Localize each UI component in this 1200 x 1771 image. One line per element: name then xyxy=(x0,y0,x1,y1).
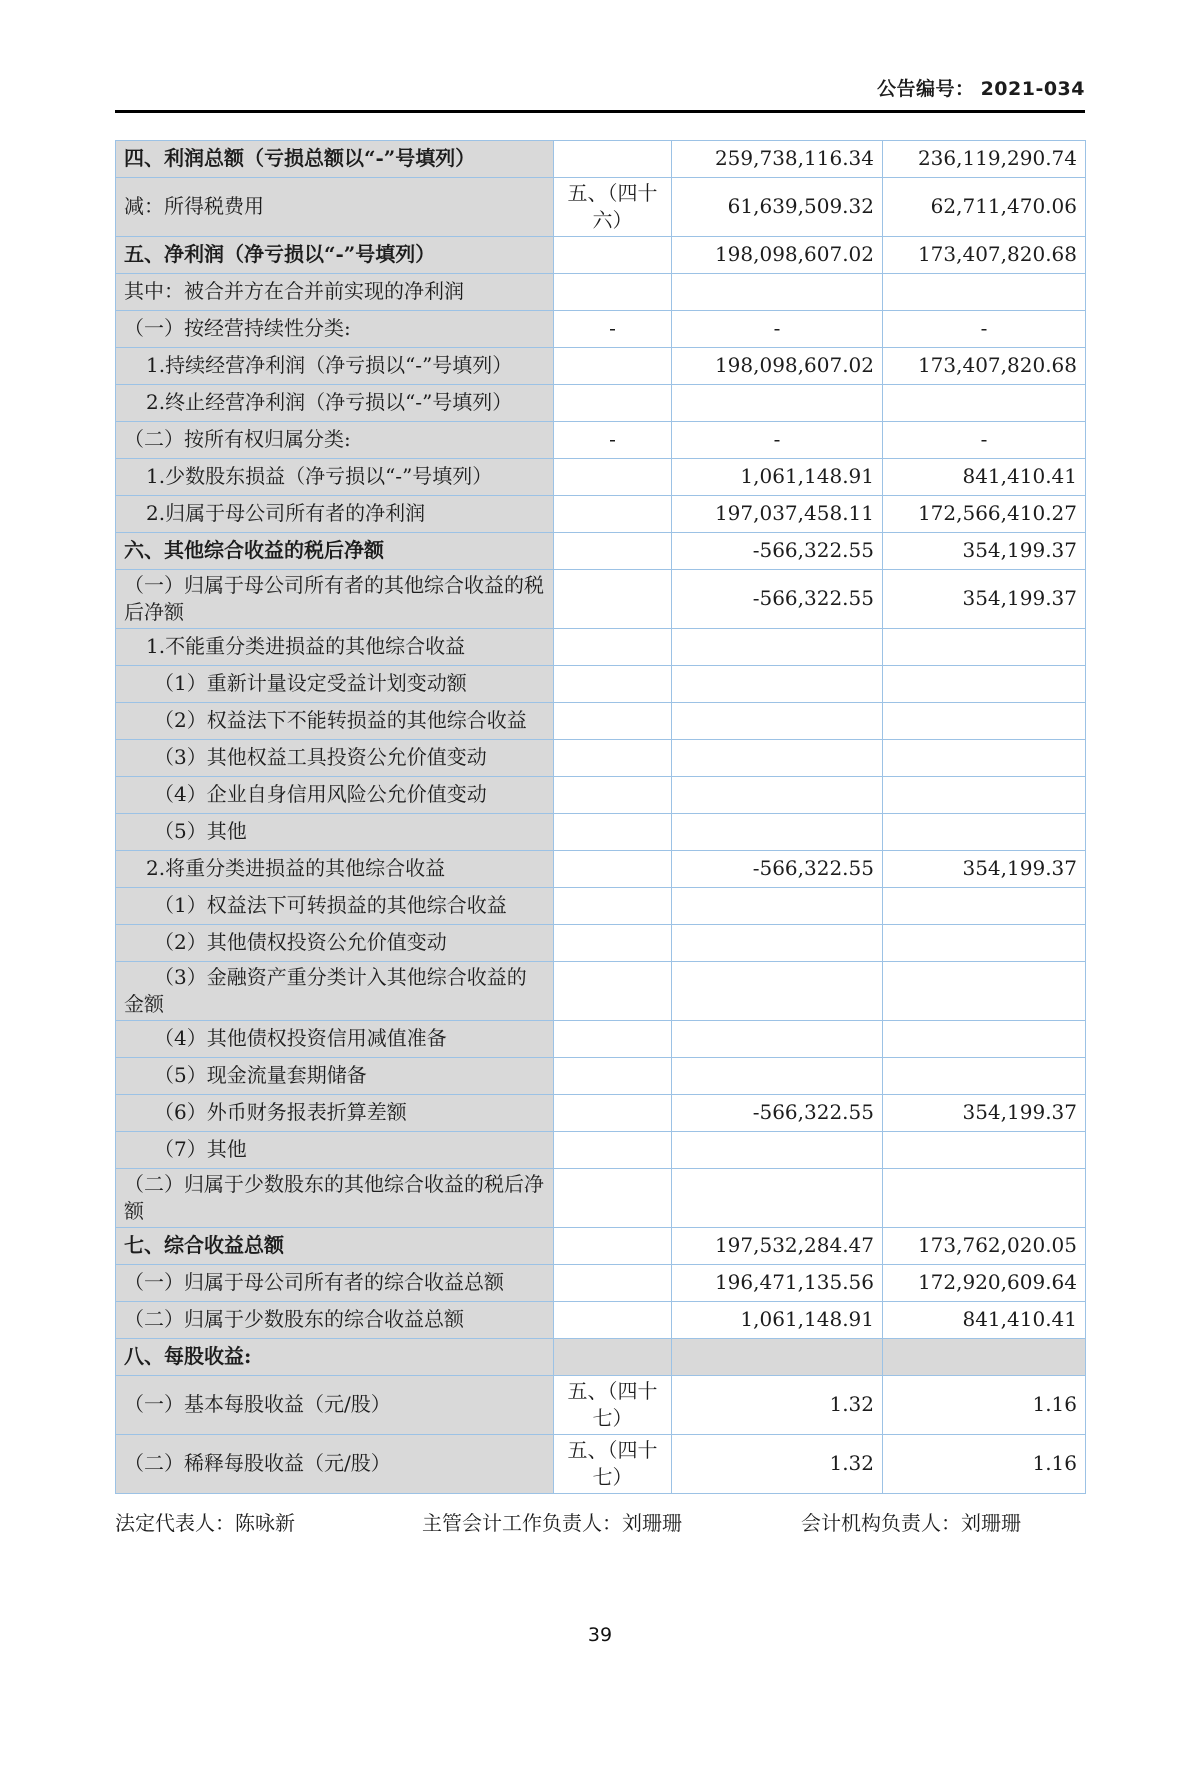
prior-period-cell xyxy=(883,1020,1086,1057)
item-cell: （一）基本每股收益（元/股） xyxy=(116,1375,554,1434)
item-cell: （2）其他债权投资公允价值变动 xyxy=(116,924,554,961)
item-cell: 1.持续经营净利润（净亏损以“-”号填列） xyxy=(116,347,554,384)
table-row xyxy=(116,702,1086,739)
table-row xyxy=(116,1020,1086,1057)
current-period-cell xyxy=(672,1020,883,1057)
prior-period-cell: 173,407,820.68 xyxy=(883,236,1086,273)
note-cell xyxy=(554,1020,672,1057)
item-cell: （3）金融资产重分类计入其他综合收益的金额 xyxy=(116,961,554,1020)
prior-period-cell: 354,199.37 xyxy=(883,850,1086,887)
table-row xyxy=(116,347,1086,384)
item-cell: 2.终止经营净利润（净亏损以“-”号填列） xyxy=(116,384,554,421)
prior-period-cell: 1.16 xyxy=(883,1375,1086,1434)
table-row xyxy=(116,1168,1086,1227)
prior-period-cell xyxy=(883,665,1086,702)
current-period-cell: -566,322.55 xyxy=(672,850,883,887)
table-row xyxy=(116,887,1086,924)
prior-period-cell xyxy=(883,739,1086,776)
item-cell: 七、综合收益总额 xyxy=(116,1227,554,1264)
item-cell: （2）权益法下不能转损益的其他综合收益 xyxy=(116,702,554,739)
item-cell: （二）归属于少数股东的其他综合收益的税后净额 xyxy=(116,1168,554,1227)
current-period-cell xyxy=(672,1057,883,1094)
accounting-department-head: 会计机构负责人：刘珊珊 xyxy=(801,1510,1021,1535)
legal-representative: 法定代表人：陈咏新 xyxy=(115,1510,295,1535)
note-cell xyxy=(554,1338,672,1375)
current-period-cell xyxy=(672,1131,883,1168)
current-period-cell: 197,532,284.47 xyxy=(672,1227,883,1264)
table-row xyxy=(116,1434,1086,1493)
note-cell xyxy=(554,1168,672,1227)
current-period-cell: 198,098,607.02 xyxy=(672,236,883,273)
prior-period-cell xyxy=(883,887,1086,924)
current-period-cell xyxy=(672,384,883,421)
note-cell xyxy=(554,1264,672,1301)
current-period-cell xyxy=(672,273,883,310)
table-row xyxy=(116,569,1086,628)
prior-period-cell: 173,407,820.68 xyxy=(883,347,1086,384)
current-period-cell: 1.32 xyxy=(672,1375,883,1434)
prior-period-cell xyxy=(883,273,1086,310)
prior-period-cell xyxy=(883,924,1086,961)
prior-period-cell xyxy=(883,1057,1086,1094)
prior-period-cell xyxy=(883,1168,1086,1227)
current-period-cell xyxy=(672,776,883,813)
prior-period-cell xyxy=(883,702,1086,739)
item-cell: （一）按经营持续性分类: xyxy=(116,310,554,347)
note-cell xyxy=(554,961,672,1020)
prior-period-cell: 354,199.37 xyxy=(883,569,1086,628)
item-cell: （4）其他债权投资信用减值准备 xyxy=(116,1020,554,1057)
note-cell xyxy=(554,1131,672,1168)
item-cell: （一）归属于母公司所有者的其他综合收益的税后净额 xyxy=(116,569,554,628)
current-period-cell: -566,322.55 xyxy=(672,1094,883,1131)
current-period-cell xyxy=(672,924,883,961)
table-row xyxy=(116,458,1086,495)
note-cell xyxy=(554,1227,672,1264)
note-cell xyxy=(554,776,672,813)
page-content xyxy=(115,74,1085,1539)
table-row xyxy=(116,924,1086,961)
note-cell xyxy=(554,140,672,177)
item-cell: （一）归属于母公司所有者的综合收益总额 xyxy=(116,1264,554,1301)
table-row xyxy=(116,310,1086,347)
prior-period-cell: - xyxy=(883,421,1086,458)
prior-period-cell xyxy=(883,813,1086,850)
item-cell: （二）归属于少数股东的综合收益总额 xyxy=(116,1301,554,1338)
item-cell: （6）外币财务报表折算差额 xyxy=(116,1094,554,1131)
item-cell: （3）其他权益工具投资公允价值变动 xyxy=(116,739,554,776)
table-row xyxy=(116,273,1086,310)
current-period-cell xyxy=(672,1168,883,1227)
current-period-cell: -566,322.55 xyxy=(672,532,883,569)
note-cell xyxy=(554,569,672,628)
note-cell: - xyxy=(554,310,672,347)
item-cell: （7）其他 xyxy=(116,1131,554,1168)
table-row xyxy=(116,665,1086,702)
chief-accounting-officer: 主管会计工作负责人：刘珊珊 xyxy=(422,1510,682,1535)
current-period-cell: 196,471,135.56 xyxy=(672,1264,883,1301)
prior-period-cell: 354,199.37 xyxy=(883,532,1086,569)
prior-period-cell xyxy=(883,1338,1086,1375)
current-period-cell xyxy=(672,813,883,850)
item-cell: 1.不能重分类进损益的其他综合收益 xyxy=(116,628,554,665)
note-cell: 五、（四十六） xyxy=(554,177,672,236)
item-cell: 减：所得税费用 xyxy=(116,177,554,236)
current-period-cell: 1.32 xyxy=(672,1434,883,1493)
table-row xyxy=(116,1131,1086,1168)
prior-period-cell xyxy=(883,384,1086,421)
current-period-cell: 198,098,607.02 xyxy=(672,347,883,384)
current-period-cell xyxy=(672,887,883,924)
table-row xyxy=(116,850,1086,887)
item-cell: （1）权益法下可转损益的其他综合收益 xyxy=(116,887,554,924)
announcement-number xyxy=(115,74,1085,101)
table-row xyxy=(116,236,1086,273)
table-row xyxy=(116,177,1086,236)
table-row xyxy=(116,1057,1086,1094)
item-cell: （4）企业自身信用风险公允价值变动 xyxy=(116,776,554,813)
table-row xyxy=(116,384,1086,421)
current-period-cell xyxy=(672,665,883,702)
note-cell xyxy=(554,813,672,850)
prior-period-cell: 1.16 xyxy=(883,1434,1086,1493)
note-cell xyxy=(554,495,672,532)
current-period-cell xyxy=(672,1338,883,1375)
item-cell: 五、净利润（净亏损以“-”号填列） xyxy=(116,236,554,273)
prior-period-cell: 62,711,470.06 xyxy=(883,177,1086,236)
prior-period-cell xyxy=(883,628,1086,665)
item-cell: （二）按所有权归属分类: xyxy=(116,421,554,458)
prior-period-cell: 172,920,609.64 xyxy=(883,1264,1086,1301)
prior-period-cell: 841,410.41 xyxy=(883,1301,1086,1338)
table-row xyxy=(116,1094,1086,1131)
announcement-number-value: 2021-034 xyxy=(980,78,1085,100)
item-cell: 2.归属于母公司所有者的净利润 xyxy=(116,495,554,532)
note-cell xyxy=(554,850,672,887)
note-cell xyxy=(554,458,672,495)
note-cell xyxy=(554,273,672,310)
note-cell: - xyxy=(554,421,672,458)
current-period-cell: - xyxy=(672,421,883,458)
announcement-number-label: 公告编号： xyxy=(877,78,975,100)
current-period-cell: 197,037,458.11 xyxy=(672,495,883,532)
item-cell: 六、其他综合收益的税后净额 xyxy=(116,532,554,569)
table-row xyxy=(116,1227,1086,1264)
current-period-cell: 259,738,116.34 xyxy=(672,140,883,177)
prior-period-cell: 354,199.37 xyxy=(883,1094,1086,1131)
prior-period-cell xyxy=(883,776,1086,813)
table-row xyxy=(116,421,1086,458)
current-period-cell: 1,061,148.91 xyxy=(672,458,883,495)
header-rule xyxy=(115,110,1085,113)
note-cell xyxy=(554,628,672,665)
signature-line xyxy=(115,1507,1085,1539)
table-row xyxy=(116,532,1086,569)
current-period-cell: 1,061,148.91 xyxy=(672,1301,883,1338)
document-page xyxy=(0,74,1200,1771)
table-row xyxy=(116,1338,1086,1375)
item-cell: （1）重新计量设定受益计划变动额 xyxy=(116,665,554,702)
table-row xyxy=(116,1301,1086,1338)
table-row xyxy=(116,140,1086,177)
table-row xyxy=(116,813,1086,850)
prior-period-cell: 172,566,410.27 xyxy=(883,495,1086,532)
prior-period-cell: - xyxy=(883,310,1086,347)
item-cell: 1.少数股东损益（净亏损以“-”号填列） xyxy=(116,458,554,495)
table-row xyxy=(116,961,1086,1020)
note-cell xyxy=(554,702,672,739)
note-cell xyxy=(554,384,672,421)
prior-period-cell xyxy=(883,1131,1086,1168)
item-cell: 八、每股收益: xyxy=(116,1338,554,1375)
current-period-cell xyxy=(672,628,883,665)
prior-period-cell: 236,119,290.74 xyxy=(883,140,1086,177)
note-cell: 五、（四十七） xyxy=(554,1434,672,1493)
note-cell xyxy=(554,1057,672,1094)
item-cell: 四、利润总额（亏损总额以“-”号填列） xyxy=(116,140,554,177)
note-cell xyxy=(554,887,672,924)
table-row xyxy=(116,628,1086,665)
item-cell: （二）稀释每股收益（元/股） xyxy=(116,1434,554,1493)
note-cell xyxy=(554,236,672,273)
table-row xyxy=(116,739,1086,776)
prior-period-cell: 841,410.41 xyxy=(883,458,1086,495)
table-row xyxy=(116,1375,1086,1434)
note-cell xyxy=(554,924,672,961)
item-cell: （5）其他 xyxy=(116,813,554,850)
prior-period-cell: 173,762,020.05 xyxy=(883,1227,1086,1264)
note-cell xyxy=(554,532,672,569)
current-period-cell xyxy=(672,961,883,1020)
table-row xyxy=(116,776,1086,813)
current-period-cell: -566,322.55 xyxy=(672,569,883,628)
note-cell xyxy=(554,1094,672,1131)
note-cell: 五、（四十七） xyxy=(554,1375,672,1434)
current-period-cell xyxy=(672,739,883,776)
table-row xyxy=(116,495,1086,532)
page-number: 39 xyxy=(587,1624,613,1646)
item-cell: 其中：被合并方在合并前实现的净利润 xyxy=(116,273,554,310)
note-cell xyxy=(554,665,672,702)
income-statement-table xyxy=(115,140,1086,1494)
prior-period-cell xyxy=(883,961,1086,1020)
current-period-cell xyxy=(672,702,883,739)
item-cell: （5）现金流量套期储备 xyxy=(116,1057,554,1094)
note-cell xyxy=(554,347,672,384)
note-cell xyxy=(554,1301,672,1338)
current-period-cell: 61,639,509.32 xyxy=(672,177,883,236)
table-row xyxy=(116,1264,1086,1301)
current-period-cell: - xyxy=(672,310,883,347)
note-cell xyxy=(554,739,672,776)
item-cell: 2.将重分类进损益的其他综合收益 xyxy=(116,850,554,887)
